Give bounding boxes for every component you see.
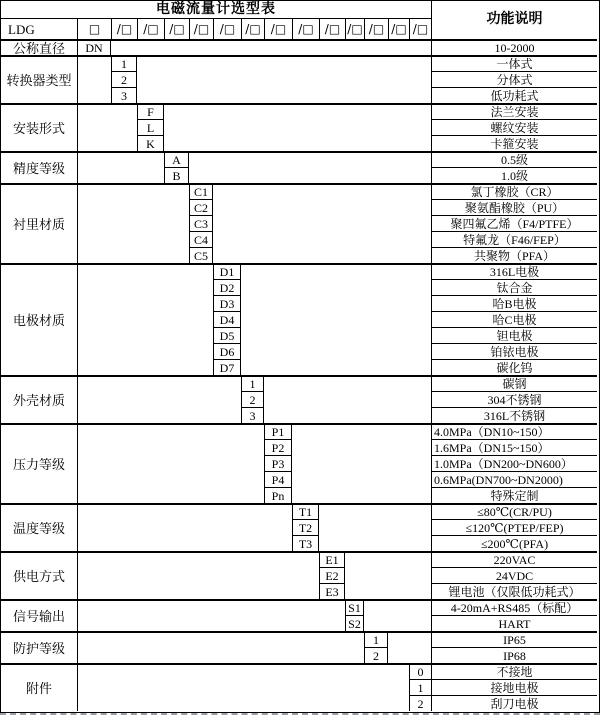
model-code-slot: /□ [292, 18, 319, 39]
function-column-header: 功能说明 [431, 1, 597, 39]
option-description: 接地电极 [431, 679, 597, 695]
model-code-slot: /□ [189, 18, 213, 39]
spacer-cell [77, 151, 164, 183]
option-description: 4-20mA+RS485（标配） [431, 599, 597, 615]
section-label: 精度等级 [1, 151, 77, 183]
option-code: 2 [364, 647, 388, 663]
option-description: 304不锈钢 [431, 391, 597, 407]
option-code: E1 [319, 551, 345, 567]
option-code: A [164, 151, 189, 167]
section-label: 防护等级 [1, 631, 77, 663]
model-code-slot: /□ [345, 18, 364, 39]
section-label: 压力等级 [1, 423, 77, 503]
option-code: DN [77, 39, 111, 55]
option-code: P3 [264, 455, 292, 471]
option-code: 1 [409, 679, 431, 695]
option-description: 卡箍安装 [431, 135, 597, 151]
option-code: D5 [213, 327, 241, 343]
spacer-cell [77, 263, 213, 375]
section-label: 安装形式 [1, 103, 77, 151]
option-description: 碳钢 [431, 375, 597, 391]
spacer-cell [77, 551, 319, 599]
option-description: ≤120℃(PTEP/FEP) [431, 519, 597, 535]
option-description: 一体式 [431, 55, 597, 71]
option-code: K [137, 135, 164, 151]
spacer-cell [77, 55, 111, 103]
option-description: IP68 [431, 647, 597, 663]
table-title: 电磁流量计选型表 [156, 1, 276, 17]
option-code: T2 [292, 519, 319, 535]
option-description: 24VDC [431, 567, 597, 583]
option-description: 锂电池（仅限低功耗式） [431, 583, 597, 599]
option-code: S2 [345, 615, 364, 631]
option-description: 1.0级 [431, 167, 597, 183]
option-description: 铂铱电极 [431, 343, 597, 359]
spacer-cell [137, 55, 431, 103]
option-code: 2 [111, 71, 137, 87]
spacer-cell [292, 423, 431, 503]
option-code: 1 [241, 375, 264, 391]
option-description: 特殊定制 [431, 487, 597, 503]
section-label: 信号输出 [1, 599, 77, 631]
option-code: 1 [111, 55, 137, 71]
option-description: 10-2000 [431, 39, 597, 55]
option-description: 1.6MPa（DN15~150） [431, 439, 597, 455]
option-description: 低功耗式 [431, 87, 597, 103]
option-code: C1 [189, 183, 213, 199]
option-code: C3 [189, 215, 213, 231]
option-description: 0.6MPa(DN700~DN2000) [431, 471, 597, 487]
model-code-slot: /□ [364, 18, 388, 39]
option-description: 哈B电极 [431, 295, 597, 311]
section-label: 外壳材质 [1, 375, 77, 423]
section-label: 温度等级 [1, 503, 77, 551]
spacer-cell [77, 663, 409, 711]
model-code-slot: /□ [137, 18, 164, 39]
option-code: D6 [213, 343, 241, 359]
spacer-cell [77, 423, 264, 503]
option-code: C2 [189, 199, 213, 215]
spacer-cell [345, 551, 431, 599]
option-description: 316L不锈钢 [431, 407, 597, 423]
option-code: 2 [241, 391, 264, 407]
option-code: E3 [319, 583, 345, 599]
spacer-cell [241, 263, 431, 375]
spacer-cell [189, 151, 431, 183]
page-break-dashes [0, 713, 600, 715]
option-code: P1 [264, 423, 292, 439]
model-code-slot: /□ [409, 18, 431, 39]
option-code: 0 [409, 663, 431, 679]
model-code-slot: /□ [164, 18, 189, 39]
option-description: 钛合金 [431, 279, 597, 295]
model-code-slot: /□ [111, 18, 137, 39]
option-description: HART [431, 615, 597, 631]
option-description: 聚四氟乙烯（F4/PTFE） [431, 215, 597, 231]
option-description: IP65 [431, 631, 597, 647]
option-code: D1 [213, 263, 241, 279]
option-description: 特氟龙（F46/FEP） [431, 231, 597, 247]
section-label: 附件 [1, 663, 77, 711]
spacer-cell [388, 631, 431, 663]
option-code: 3 [241, 407, 264, 423]
option-description: 不接地 [431, 663, 597, 679]
model-code-slot: /□ [388, 18, 409, 39]
spacer-cell [213, 183, 431, 263]
section-label: 衬里材质 [1, 183, 77, 263]
model-code-prefix: LDG [1, 18, 77, 39]
option-code: T3 [292, 535, 319, 551]
spacer-cell [164, 103, 431, 151]
option-description: 1.0MPa（DN200~DN600） [431, 455, 597, 471]
option-code: D2 [213, 279, 241, 295]
section-label: 电极材质 [1, 263, 77, 375]
option-description: 4.0MPa（DN10~150） [431, 423, 597, 439]
model-code-slot: /□ [241, 18, 264, 39]
model-code-slot: /□ [213, 18, 241, 39]
section-label: 公称直径 [1, 39, 77, 55]
option-code: C5 [189, 247, 213, 263]
option-code: 3 [111, 87, 137, 103]
spacer-cell [77, 375, 241, 423]
option-code: D3 [213, 295, 241, 311]
option-description: ≤200℃(PFA) [431, 535, 597, 551]
option-description: ≤80℃(CR/PU) [431, 503, 597, 519]
option-code: T1 [292, 503, 319, 519]
option-description: 钽电极 [431, 327, 597, 343]
option-description: 分体式 [431, 71, 597, 87]
section-label: 转换器类型 [1, 55, 77, 103]
spacer-cell [77, 183, 189, 263]
spacer-cell [264, 375, 431, 423]
option-code: Pn [264, 487, 292, 503]
option-code: F [137, 103, 164, 119]
model-code-slot: /□ [264, 18, 292, 39]
option-description: 聚氨酯橡胶（PU） [431, 199, 597, 215]
spacer-cell [77, 503, 292, 551]
option-code: D4 [213, 311, 241, 327]
option-description: 220VAC [431, 551, 597, 567]
spacer-cell [111, 39, 431, 55]
model-code-slot: /□ [319, 18, 345, 39]
option-code: E2 [319, 567, 345, 583]
option-description: 0.5级 [431, 151, 597, 167]
option-description: 碳化钨 [431, 359, 597, 375]
option-description: 哈C电极 [431, 311, 597, 327]
option-description: 刮刀电极 [431, 695, 597, 711]
option-description: 法兰安装 [431, 103, 597, 119]
spacer-cell [77, 103, 137, 151]
option-description: 共聚物（PFA） [431, 247, 597, 263]
spacer-cell [77, 599, 345, 631]
option-description: 螺纹安装 [431, 119, 597, 135]
option-code: C4 [189, 231, 213, 247]
option-description: 氯丁橡胶（CR） [431, 183, 597, 199]
spacer-cell [77, 631, 364, 663]
section-label: 供电方式 [1, 551, 77, 599]
option-description: 316L电极 [431, 263, 597, 279]
spacer-cell [319, 503, 431, 551]
option-code: L [137, 119, 164, 135]
option-code: P2 [264, 439, 292, 455]
option-code: D7 [213, 359, 241, 375]
model-code-box: □ [77, 18, 111, 39]
option-code: B [164, 167, 189, 183]
option-code: 2 [409, 695, 431, 711]
option-code: P4 [264, 471, 292, 487]
option-code: 1 [364, 631, 388, 647]
option-code: S1 [345, 599, 364, 615]
spacer-cell [364, 599, 431, 631]
